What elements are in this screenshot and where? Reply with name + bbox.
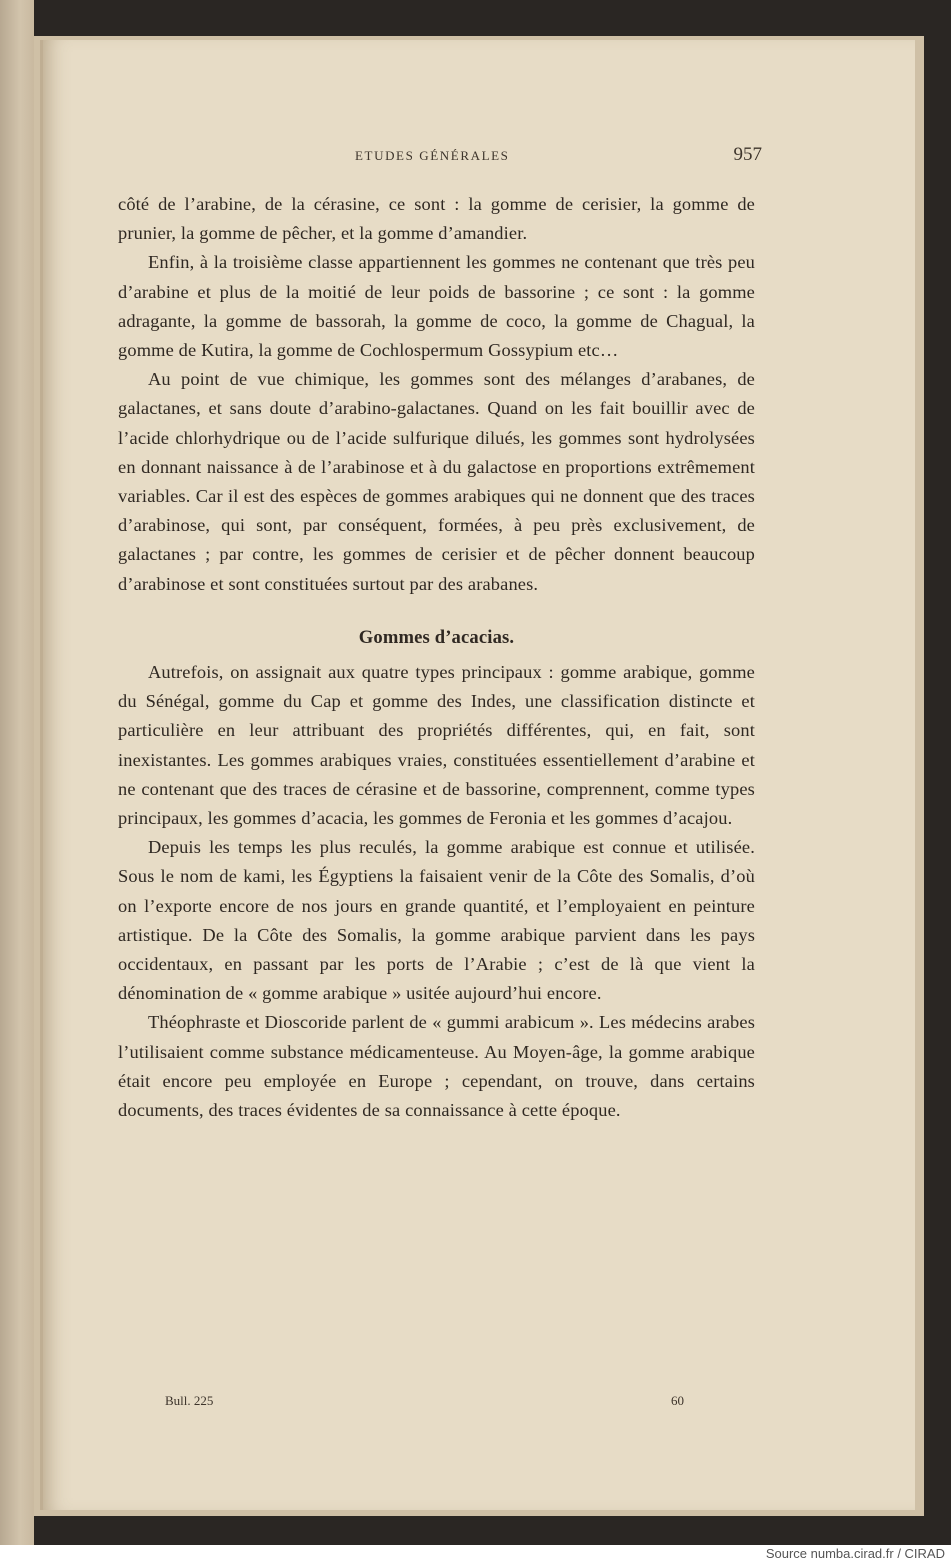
previous-page-edge bbox=[0, 0, 34, 1545]
page-header bbox=[120, 144, 762, 172]
paragraph: Au point de vue chimique, les gommes sont des mélanges d’arabanes, de galactanes, et sans doute d’arabino-galactanes. Quand on les fait bouillir avec de l’acide chlorhydrique ou de l’acide sulfurique dilués, les gommes sont hydrolysées en donnant naissance à de l’arabinose et à du galactose en proportions extrêmement variables. Car il est des espèces de gommes arabiques qui ne donnent que des traces d’arabinose, qui sont, par conséquent, formées, à peu près exclusivement, de galactanes ; par contre, les gommes de cerisier et de pêcher donnent beaucoup d’arabinose et sont constituées surtout par des arabanes. bbox=[118, 369, 755, 594]
signature-mark: Bull. 225 bbox=[165, 1393, 214, 1408]
running-title: ETUDES GÉNÉRALES bbox=[355, 148, 510, 163]
paragraph: Enfin, à la troisième classe appartiennent les gommes ne contenant que très peu d’arabine et plus de la moitié de leur poids de bassorine ; ce sont : la gomme adragante, la gomme de bassorah, la gomme de coco, la gomme de Chagual, la gomme de Kutira, la gomme de Cochlospermum Gossypium etc… bbox=[118, 252, 755, 361]
paragraph: Depuis les temps les plus reculés, la gomme arabique est connue et utilisée. Sous le nom de kami, les Égyptiens la faisaient venir de la Côte des Somalis, d’où on l’exporte encore de nos jours en grande quantité, et l’employaient en peinture artistique. De la Côte des Somalis, la gomme arabique parvient dans les pays occidentaux, en passant par les ports de l’Arabie ; c’est de là que vient la dénomination de « gomme arabique » usitée aujourd’hui encore. bbox=[118, 837, 755, 1004]
paragraph: Théophraste et Dioscoride parlent de « gummi arabicum ». Les médecins arabes l’utilisaient comme substance médicamenteuse. Au Moyen-âge, la gomme arabique était encore peu employée en Europe ; cependant, on trouve, dans certains documents, des traces évidentes de sa connaissance à cette époque. bbox=[118, 1012, 755, 1121]
signature-number: 60 bbox=[671, 1393, 684, 1408]
paragraph: côté de l’arabine, de la cérasine, ce sont : la gomme de cerisier, la gomme de prunier, la gomme de pêcher, et la gomme d’amandier. bbox=[118, 194, 755, 244]
source-credit: Source numba.cirad.fr / CIRAD bbox=[765, 1546, 945, 1561]
paragraph: Autrefois, on assignait aux quatre types principaux : gomme arabique, gomme du Sénégal, gomme du Cap et gomme des Indes, une classification distincte et particulière en leur attribuant des propriétés différentes, qui, en fait, sont inexistantes. Les gommes arabiques vraies, constituées essentiellement d’arabine et ne contenant que des traces de cérasine et de bassorine, comprennent, comme types principaux, les gommes d’acacia, les gommes de Feronia et les gommes d’acajou. bbox=[118, 662, 755, 829]
body-text bbox=[118, 190, 755, 1125]
page-number: 957 bbox=[733, 144, 762, 165]
page-footer bbox=[165, 1393, 705, 1413]
section-title: Gommes d’acacias. bbox=[358, 626, 515, 648]
